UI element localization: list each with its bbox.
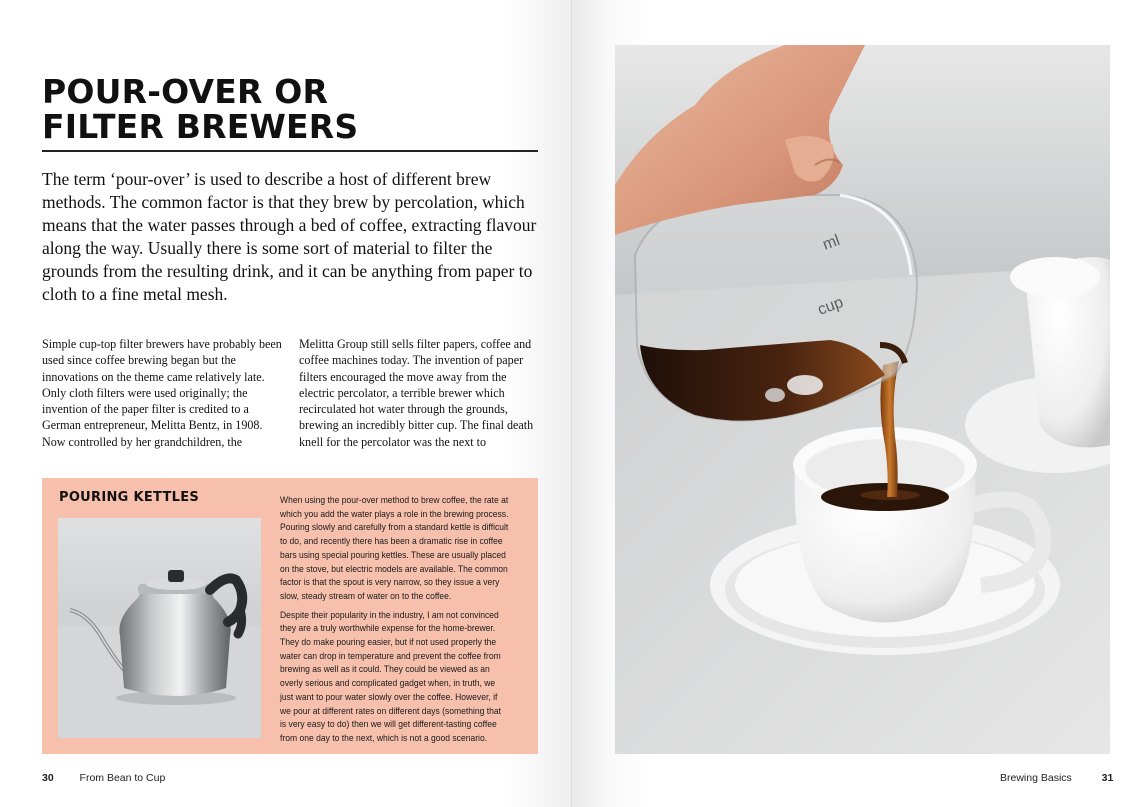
left-page bbox=[0, 0, 572, 807]
body-column-1: Simple cup-top filter brewers have probably been used since coffee brewing began but the innovations on the theme came relatively late. Only cloth filters were used originally; the invention of the paper filter is credited to a German entrepreneur, Melitta Bentz, in 1908. Now controlled by her grandchildren, the bbox=[42, 337, 282, 449]
right-footer bbox=[1000, 772, 1113, 784]
title-line-1: POUR-OVER OR bbox=[42, 72, 329, 111]
sidebar-paragraph-2: Despite their popularity in the industry, I am not convinced they are a truly worthwhile expense for the home-brewer. They do make pouring easier, but if not used properly the water can drop in temperature and prevent the coffee from brewing as well as it could. They could be viewed as an overly serious and complicated gadget when, in truth, we just want to pour water slowly over the coffee. However, if we pour at different rates on different days (something that is very easy to do) then we will get different-tasting coffee from one day to the next, which is not a good scenario. bbox=[280, 609, 502, 743]
svg-text:cup: cup bbox=[815, 293, 846, 319]
right-running-head: Brewing Basics bbox=[1000, 772, 1072, 784]
kettle-photo bbox=[58, 518, 261, 738]
body-column-2: Melitta Group still sells filter papers, coffee and coffee machines today. The invention of paper filters encouraged the move away from the electric percolator, a terrible brewer which recirculated hot water through the grounds, brewing an incredibly bitter cup. The final death knell for the percolator was the next to bbox=[299, 337, 534, 449]
left-running-head: From Bean to Cup bbox=[79, 772, 166, 784]
pouring-coffee-photo bbox=[615, 45, 1110, 754]
sidebar-title: POURING KETTLES bbox=[59, 490, 200, 505]
pour-over-illustration bbox=[615, 45, 1110, 754]
sidebar-text bbox=[280, 494, 509, 751]
kettle-illustration bbox=[58, 518, 261, 738]
title-rule bbox=[42, 150, 538, 152]
title-line-2: FILTER BREWERS bbox=[42, 107, 359, 146]
left-page-number: 30 bbox=[42, 772, 54, 784]
page-title bbox=[42, 74, 542, 144]
intro-paragraph: The term ‘pour-over’ is used to describe a host of different brew methods. The common factor is that they brew by percolation, which means that the water passes through a bed of coffee, extracting flavour along the way. Usually there is some sort of material to filter the grounds from the resulting drink, and it can be anything from paper to cloth to a fine metal mesh. bbox=[42, 169, 537, 304]
right-page-number: 31 bbox=[1101, 772, 1114, 784]
sidebar-box bbox=[42, 478, 538, 754]
left-footer bbox=[42, 772, 165, 784]
sidebar-paragraph-1: When using the pour-over method to brew coffee, the rate at which you add the water plays a role in the brewing process. Pouring slowly and carefully from a standard kettle is difficult to do, and recently there has been a dramatic rise in coffee bars using special pouring kettles. These are usually placed on the stove, but electric models are available. The common factor is that the spout is very narrow, so they issue a very slow, steady stream of water on to the coffee. bbox=[280, 495, 509, 601]
svg-text:ml: ml bbox=[820, 232, 843, 254]
